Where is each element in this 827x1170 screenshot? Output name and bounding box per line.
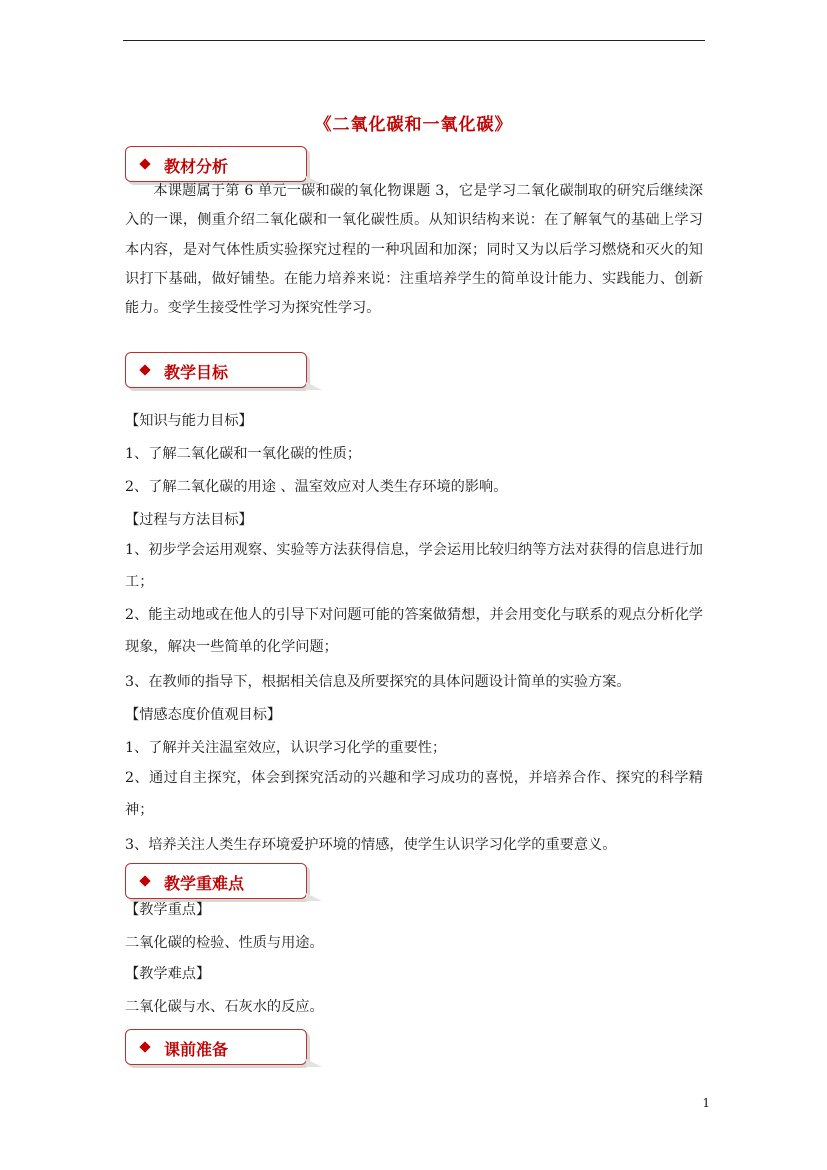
section-header-preparation [125,1029,307,1065]
objective-item: 3、培养关注人类生存环境爱护环境的情感，使学生认识学习化学的重要意义。 [125,837,617,853]
section-header-key-points [125,863,307,899]
section-heading: 教材分析 [164,157,229,176]
page-number: 1 [702,1096,710,1110]
diamond-bullet-icon [139,364,150,375]
objective-item: 1、初步学会运用观察、实验等方法获得信息，学会运用比较归纳等方法对获得的信息进行加工； [125,542,703,590]
objective-item: 2、通过自主探究，体会到探究活动的兴趣和学习成功的喜悦，并培养合作、探究的科学精神； [125,770,703,818]
section-heading: 教学重难点 [164,874,245,893]
document-title: 《二氧化碳和一氧化碳》 [314,115,513,135]
attitude-objectives-label: 【情感态度价值观目标】 [125,707,282,723]
process-objectives-label: 【过程与方法目标】 [125,512,253,528]
difficulty-text: 二氧化碳与水、石灰水的反应。 [125,999,324,1015]
diamond-bullet-icon [139,1041,150,1052]
objective-item: 3、在教师的指导下，根据相关信息及所要探究的具体问题设计简单的实验方案。 [125,674,631,690]
knowledge-objectives-label: 【知识与能力目标】 [125,413,253,429]
focus-label: 【教学重点】 [125,902,211,918]
section-header-objectives [125,352,307,388]
header-rule [123,40,705,41]
ribbon-tail-icon [306,382,322,390]
diamond-bullet-icon [139,158,150,169]
section-heading: 课前准备 [164,1040,229,1059]
difficulty-label: 【教学难点】 [125,966,211,982]
objective-item: 2、能主动地或在他人的引导下对问题可能的答案做猜想，并会用变化与联系的观点分析化学现象，解决一些简单的化学问题； [125,607,703,655]
objective-item: 1、了解并关注温室效应，认识学习化学的重要性； [125,740,447,756]
diamond-bullet-icon [139,875,150,886]
section-heading: 教学目标 [164,363,229,382]
focus-text: 二氧化碳的检验、性质与用途。 [125,935,324,951]
objective-item: 1、了解二氧化碳和一氧化碳的性质； [125,446,362,462]
objective-item: 2、了解二氧化碳的用途 、温室效应对人类生存环境的影响。 [125,479,508,495]
ribbon-tail-icon [306,1059,322,1067]
analysis-paragraph: 本课题属于第 6 单元一碳和碳的氧化物课题 3，它是学习二氧化碳制取的研究后继续深入的一课，侧重介绍二氧化碳和一氧化碳性质。从知识结构来说：在了解氧气的基础上学习本内容，是对气体性质实验探究过程的一种巩固和加深；同时又为以后学习燃烧和灭火的知识打下基础，做好铺垫。在能力培养来说：注重培养学生的简单设计能力、实践能力、创新能力。变学生接受性学习为探究性学习。 [125,183,703,317]
